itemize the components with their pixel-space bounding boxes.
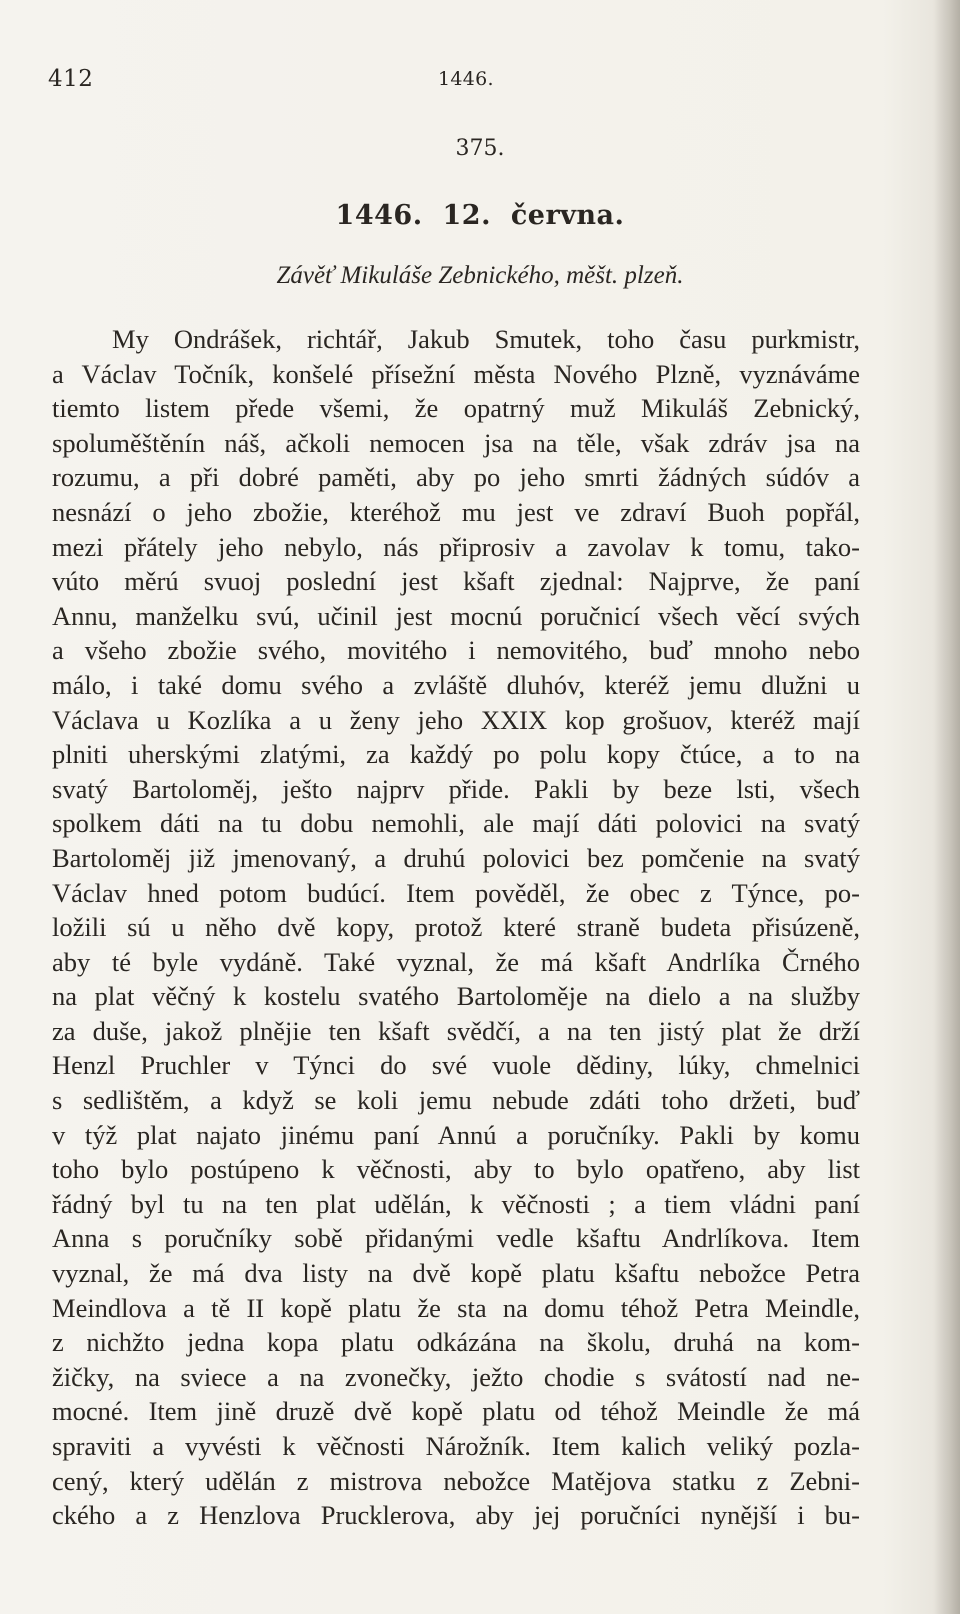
text-line: Henzl Pruchler v Týnci do své vuole dědiny, lúky, chmelnici [52, 1050, 860, 1081]
text-line: My Ondrášek, richtář, Jakub Smutek, toho času purkmistr, [112, 324, 860, 354]
text-line: ložili sú u něho dvě kopy, protož které straně budeta přisúzeně, [52, 912, 860, 943]
text-line: Václava u Kozlíka a u ženy jeho XXIX kop grošuov, kteréž mají [52, 704, 860, 735]
text-line: spraviti a vyvésti k věčnosti Nárožník. Item kalich veliký pozla- [52, 1431, 860, 1461]
document-number: 375. [455, 136, 505, 161]
text-line: řádný byl tu na ten plat udělán, k věčnosti ; a tiem vládni paní [52, 1188, 860, 1219]
text-line: Václav hned potom budúcí. Item pověděl, že obec z Týnce, po- [52, 877, 860, 908]
text-line: Anna s poručníky sobě přidanými vedle kšaftu Andrlíkova. Item [52, 1223, 860, 1254]
text-line: Meindlova a tě II kopě platu že sta na domu téhož Petra Meindle, [52, 1292, 860, 1323]
text-line: Annu, manželku svú, učinil jest mocnú poručnicí všech věcí svých [52, 600, 860, 631]
text-line: ckého a z Henzlova Prucklerova, aby jej poručníci nynější i bu- [52, 1500, 860, 1531]
text-line: spoluměštěnín náš, ačkoli nemocen jsa na těle, však zdráv jsa na [52, 427, 860, 458]
text-line: málo, i také domu svého a zvláště dluhóv, kteréž jemu dlužni u [52, 669, 860, 700]
text-line: na plat věčný k kostelu svatého Bartoloměje na dielo a na služby [52, 981, 860, 1012]
text-line: spolkem dáti na tu dobu nemohli, ale mají dáti polovici na svatý [52, 808, 860, 839]
text-line: rozumu, a při dobré paměti, aby po jeho smrti žádných súdóv a [52, 462, 860, 493]
text-line: za duše, jakož plnějie ten kšaft svědčí, a na ten jistý plat že drží [52, 1015, 860, 1046]
text-line: a všeho zbožie svého, movitého i nemovitého, buď mnoho nebo [52, 635, 860, 666]
text-line: a Václav Točník, konšelé přísežní města Nového Plzně, vyznáváme [52, 358, 860, 389]
text-line: mezi přátely jeho nebylo, nás připrosiv a zavolav k tomu, tako- [52, 531, 860, 562]
text-line: Bartoloměj již jmenovaný, a druhú polovici bez pomčenie na svatý [52, 842, 860, 873]
text-line: toho bylo postúpeno k věčnosti, aby to bylo opatřeno, aby list [52, 1154, 860, 1185]
text-line: tiemto listem přede všemi, že opatrný muž Mikuláš Zebnický, [52, 393, 860, 424]
text-line: mocné. Item jině druzě dvě kopě platu od téhož Meindle že má [52, 1396, 860, 1427]
text-line: aby té byle vydáně. Také vyznal, že má kšaft Andrlíka Črného [52, 946, 860, 977]
page-number: 412 [48, 66, 94, 92]
text-line: nesnází o jeho zbožie, kteréhož mu jest ve zdraví Buoh popřál, [52, 496, 860, 527]
text-line: vúto měrú svuoj poslední jest kšaft zjednal: Najprve, že paní [52, 566, 860, 597]
text-line: cený, který udělán z mistrova nebožce Matějova statku z Zebni- [52, 1465, 860, 1496]
text-line: z nichžto jedna kopa platu odkázána na školu, druhá na kom- [52, 1327, 860, 1358]
page-edge-shadow [934, 0, 960, 1614]
document-date: 1446. 12. června. [335, 200, 625, 231]
running-header-year: 1446. [438, 68, 494, 90]
body-text [52, 322, 860, 1533]
document-title: Závěť Mikuláše Zebnického, měšt. plzeň. [276, 262, 684, 289]
text-line: s sedlištěm, a když se koli jemu nebude zdáti toho držeti, buď [52, 1085, 860, 1116]
text-line: plniti uherskými zlatými, za každý po polu kopy čtúce, a to na [52, 739, 860, 770]
text-line: svatý Bartoloměj, ješto najprv přide. Pakli by beze lsti, všech [52, 773, 860, 804]
text-line: žičky, na sviece a na zvonečky, ježto chodie s svátostí nad ne- [52, 1361, 860, 1392]
text-line: vyznal, že má dva listy na dvě kopě platu kšaftu nebožce Petra [52, 1258, 860, 1289]
text-line: v týž plat najato jinému paní Annú a poručníky. Pakli by komu [52, 1119, 860, 1150]
